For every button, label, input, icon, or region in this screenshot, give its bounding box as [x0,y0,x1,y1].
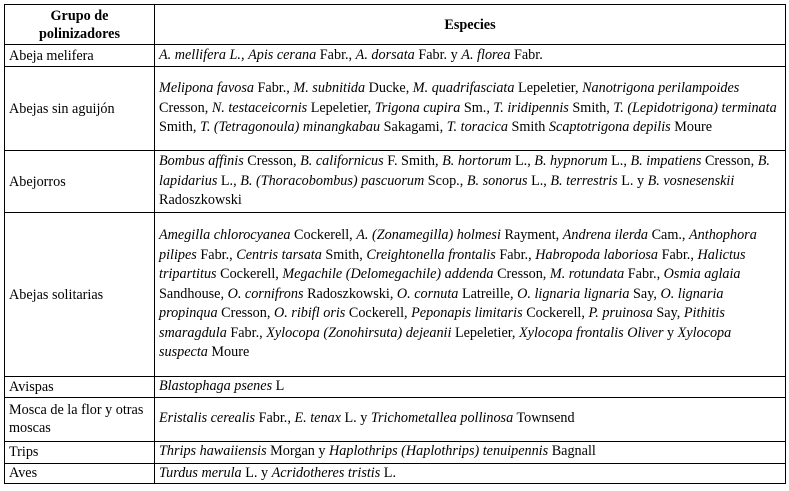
species-cell [155,213,786,377]
species-name: T. toracica [446,119,508,136]
species-name: O. cornuta [396,285,459,302]
species-author: Fabr., [226,324,267,341]
species-name: Pithitis smaragdula [159,305,725,341]
species-name: O. lignaria lignaria [517,285,630,302]
species-name: Xylocopa suspecta [159,324,732,361]
species-author: Fabr., [196,246,237,263]
species-author: Moure [207,344,250,361]
species-name: Apis cerana [248,46,317,63]
species-name: Peponapis limitaris [411,305,523,322]
species-author: Cresson, [243,153,301,170]
species-author: Rayment, [500,227,563,244]
species-name: A. (Zonamegilla) holmesi [356,227,501,244]
species-name: O. ribifl oris [273,305,346,322]
species-name: M. rotundata [549,266,625,283]
species-author: Fabr., [658,246,698,263]
species-name: B. lapidarius [159,153,770,189]
species-name: O. lignaria propinqua [159,285,724,322]
species-author: Lepeletier, [307,99,375,116]
species-author: L., [527,172,551,189]
species-author: Bagnall [548,443,596,460]
species-name: Bombus affinis [159,153,244,170]
table-row [5,377,786,398]
species-author: Smith, [568,99,614,116]
species-name: Halictus tripartitus [159,246,746,283]
table-row [5,45,786,67]
species-name: Osmia aglaia [663,266,741,283]
species-cell [155,441,786,463]
species-cell [155,463,786,484]
species-author: Cockerell, [345,305,412,322]
species-author: Cresson, [493,266,550,283]
species-name: Megachile (Delomegachile) addenda [282,266,494,283]
species-name: T. iridipennis [493,99,569,116]
species-name: P. pruinosa [588,305,653,322]
species-name: Scaptotrigona depilis [548,119,671,136]
species-author: Sakagami, [380,119,447,136]
species-name: Trichometallea pollinosa [370,410,514,427]
table-row [5,151,786,213]
species-name: Acridotheres tristis [271,464,381,481]
group-cell: Abejorros [5,151,155,213]
species-author: L., [607,153,631,170]
header-species-col: Especies [155,5,786,45]
species-name: Melipona favosa [159,80,254,97]
species-author: L., [511,153,535,170]
species-author: L [272,378,285,394]
species-name: B. (Thoracobombus) pascuorum [240,172,425,189]
species-name: B. hortorum [442,153,512,170]
species-cell [155,45,786,67]
species-author: Fabr. [510,46,543,63]
group-cell: Mosca de la flor y otras moscas [5,397,155,441]
species-author: Fabr., [253,80,294,97]
species-author: L. [380,464,397,481]
species-name: Habropoda laboriosa [535,246,659,263]
species-author: Cresson, [701,153,758,170]
species-author: Moure [670,119,713,136]
species-name: M. subnitida [293,80,366,97]
pollinator-species-table [4,4,786,484]
header-row [5,5,786,45]
species-name: B. impatiens [630,153,702,170]
species-name: B. terrestris [550,172,618,189]
species-name: Xylocopa frontalis Oliver [519,324,664,341]
species-author: Smith, [321,246,367,263]
group-cell: Trips [5,441,155,463]
species-author: Lepeletier, [451,324,519,341]
species-name: E. tenax [294,410,341,427]
species-name: O. cornifrons [227,285,304,302]
species-name: Centris tarsata [236,246,322,263]
species-name: Nanotrigona perilampoides [582,80,740,97]
group-cell: Abejas sin aguijón [5,67,155,151]
species-author: Cockerell, [522,305,589,322]
header-group-col: Grupo de polinizadores [5,5,155,45]
species-cell [155,151,786,213]
species-author: Say, [652,305,684,322]
species-author: Radoszkowski [159,192,242,209]
group-cell: Aves [5,463,155,484]
species-name: B. vosnesenskii [647,172,735,189]
species-name: Creightonella frontalis [366,246,496,263]
species-cell [155,397,786,441]
species-name: B. hypnorum [534,153,608,170]
species-author: Fabr., [495,246,536,263]
species-author: L. y [617,172,648,189]
species-name: N. testaceicornis [211,99,308,116]
species-name: A. florea [461,46,511,63]
species-name: Andrena ilerda [562,227,649,244]
species-author: Radoszkowski, [303,285,397,302]
species-name: Amegilla chlorocyanea [159,227,291,244]
species-author: Cresson, [159,99,212,116]
species-author: L. y [241,464,272,481]
table-row [5,441,786,463]
species-name: Thrips hawaiiensis [159,443,267,460]
species-author: Cresson, [217,305,274,322]
species-name: B. californicus [300,153,384,170]
table-row [5,213,786,377]
species-author: Sandhouse, [159,285,228,302]
species-name: T. (Lepidotrigona) terminata [613,99,777,116]
species-name: Turdus merula [159,464,242,481]
species-author: Scop., [424,172,467,189]
species-author: Townsend [513,410,575,427]
species-author: L. y [340,410,371,427]
species-author: Cockerell, [216,266,283,283]
group-cell: Abejas solitarias [5,213,155,377]
species-name: Trigona cupira [374,99,461,116]
table-row [5,397,786,441]
species-name: A. dorsata [355,46,415,63]
group-cell: Avispas [5,377,155,398]
species-author: Fabr., [316,46,356,63]
species-author: Sm., [460,99,494,116]
species-name: Eristalis cerealis [159,410,256,427]
species-author: Morgan y [266,443,330,460]
species-author: Latreille, [458,285,518,302]
species-name: Xylocopa (Zonohirsuta) dejeanii [266,324,452,341]
species-author: L., [217,172,241,189]
species-author: Lepeletier, [514,80,583,97]
species-name: Anthophora pilipes [159,227,757,263]
species-author: Say, [629,285,661,302]
species-author: Cockerell, [290,227,357,244]
species-author: Smith [507,119,549,136]
species-author: F. Smith, [383,153,443,170]
species-name: Blastophaga psenes [159,378,273,394]
species-name: B. sonorus [466,172,528,189]
species-name: M. quadrifasciata [412,80,515,97]
species-author: Fabr., [624,266,664,283]
table-row [5,67,786,151]
group-cell: Abeja melifera [5,45,155,67]
species-name: Haplothrips (Haplothrips) tenuipennis [329,443,549,460]
species-author: Ducke, [365,80,413,97]
species-author: Fabr., [255,410,295,427]
species-cell [155,67,786,151]
species-author: Fabr. y [414,46,462,63]
species-author: Smith, [159,119,200,136]
species-author: Cam., [648,227,689,244]
table-row [5,463,786,484]
species-author: y [663,324,678,341]
species-name: T. (Tetragonoula) minangkabau [200,119,381,136]
species-cell [155,377,786,398]
species-name: A. mellifera L., [159,46,245,63]
